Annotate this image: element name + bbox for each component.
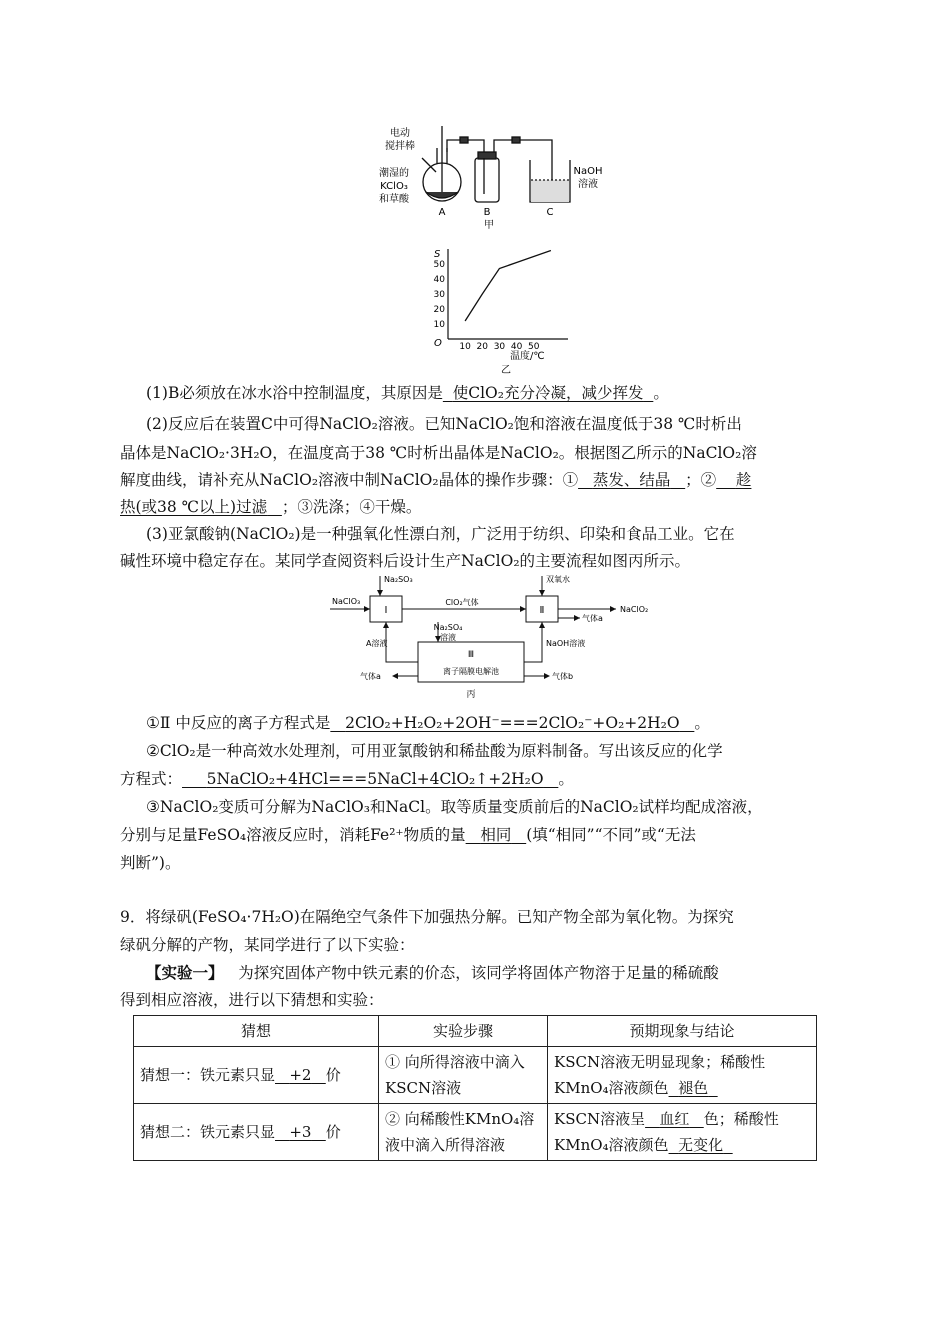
experiment-title: 【实验一】 bbox=[146, 963, 224, 982]
flow-output: NaClO₂ bbox=[620, 605, 649, 614]
flow-na2so4-2: 溶液 bbox=[440, 633, 456, 642]
y-axis-label: S bbox=[434, 249, 441, 260]
motor-label-2: 搅拌棒 bbox=[385, 141, 415, 152]
row2-step: ② 向稀酸性KMnO₄溶液中滴入所得溶液 bbox=[379, 1104, 548, 1161]
flow-gas-b: 气体b bbox=[552, 672, 574, 681]
table-header-row bbox=[134, 1016, 817, 1047]
naoh-label-2: 溶液 bbox=[578, 179, 598, 190]
question-3-line-2: 碱性环境中稳定存在。某同学查阅资料后设计生产NaClO₂的主要流程如图丙所示。 bbox=[120, 552, 691, 570]
question-9-line-4: 得到相应溶液，进行以下猜想和实验： bbox=[120, 991, 384, 1009]
question-9-line-3: 【实验一】 为探究固体产物中铁元素的价态，该同学将固体产物溶于足量的稀硫酸 bbox=[146, 963, 719, 982]
flow-box2-label: Ⅱ bbox=[539, 605, 545, 616]
row1-guess: 猜想一：铁元素只显 +2 价 bbox=[134, 1047, 379, 1104]
question-2-line-2: 晶体是NaClO₂·3H₂O，在温度高于38 ℃时析出晶体是NaClO₂。根据图乙所示的NaClO₂溶 bbox=[120, 444, 757, 462]
q3-iii-answer: 相同 bbox=[480, 826, 512, 844]
row2-result: KSCN溶液呈 血红 色；稀酸性KMnO₄溶液颜色 无变化 bbox=[548, 1104, 817, 1161]
question-2-line-3: 解度曲线，请补充从NaClO₂溶液中制NaClO₂晶体的操作步骤：① 蒸发、结晶 ；② 趁 bbox=[120, 471, 752, 489]
row1-step: ① 向所得溶液中滴入KSCN溶液 bbox=[379, 1047, 548, 1104]
q1-text: (1)B必须放在冰水浴中控制温度，其原因是 bbox=[146, 384, 443, 402]
label-c: C bbox=[546, 207, 554, 218]
experiment-table bbox=[133, 1015, 817, 1161]
reagent-label-2: KClO₃ bbox=[380, 181, 408, 192]
origin-label: O bbox=[434, 338, 442, 349]
x-tick-label: 40 bbox=[510, 342, 523, 352]
beaker-c bbox=[530, 160, 570, 202]
box-3 bbox=[418, 642, 524, 682]
question-3-i: ①Ⅱ 中反应的离子方程式是 2ClO₂+H₂O₂+2OH⁻===2ClO₂⁻+O₂+2H₂O 。 bbox=[146, 714, 710, 732]
header-result: 预期现象与结论 bbox=[548, 1016, 817, 1047]
x-tick-label: 20 bbox=[476, 342, 489, 352]
flow-na2so3: Na₂SO₃ bbox=[384, 575, 413, 584]
row2-guess: 猜想二：铁元素只显 +3 价 bbox=[134, 1104, 379, 1161]
flow-diagram bbox=[330, 568, 690, 700]
label-b: B bbox=[483, 207, 491, 218]
flow-clo2: ClO₂气体 bbox=[445, 598, 479, 607]
x-tick-label: 10 bbox=[459, 342, 471, 352]
q3-ii-answer: 5NaClO₂+4HCl===5NaCl+4ClO₂↑+2H₂O bbox=[206, 770, 544, 788]
table-row bbox=[134, 1047, 817, 1104]
q2-answer-1: 蒸发、结晶 bbox=[592, 471, 671, 489]
question-9-line-2: 绿矾分解的产物，某同学进行了以下实验： bbox=[120, 936, 415, 954]
flow-na2so4-1: Na₂SO₄ bbox=[433, 623, 463, 632]
table-row bbox=[134, 1104, 817, 1161]
q2-answer-2b: 热(或38 ℃以上)过滤 bbox=[120, 498, 268, 516]
flow-gas-a: 气体a bbox=[360, 672, 381, 681]
flow-a-solution: A溶液 bbox=[366, 639, 388, 648]
flow-h2o2: 双氧水 bbox=[546, 575, 570, 584]
y-tick-label: 30 bbox=[433, 290, 445, 300]
q3-i-answer: 2ClO₂+H₂O₂+2OH⁻===2ClO₂⁻+O₂+2H₂O bbox=[345, 714, 680, 732]
q2-answer-2a: 趁 bbox=[735, 471, 752, 489]
question-3-iii-line-3: 判断”)。 bbox=[120, 854, 181, 872]
question-2-line-1: (2)反应后在装置C中可得NaClO₂溶液。已知NaClO₂饱和溶液在温度低于38 ℃时析出 bbox=[146, 415, 742, 433]
question-2-line-4: 热(或38 ℃以上)过滤 ；③洗涤；④干燥。 bbox=[120, 498, 422, 516]
y-tick-label: 50 bbox=[433, 260, 445, 270]
q1-answer: 使ClO₂充分冷凝，减少挥发 bbox=[452, 384, 644, 402]
figure-caption-jia: 甲 bbox=[484, 220, 494, 230]
question-3-ii-line-1: ②ClO₂是一种高效水处理剂，可用亚氯酸钠和稀盐酸为原料制备。写出该反应的化学 bbox=[146, 742, 723, 760]
question-1: (1)B必须放在冰水浴中控制温度，其原因是 使ClO₂充分冷凝，减少挥发 。 bbox=[146, 384, 669, 402]
naoh-label-1: NaOH bbox=[573, 166, 603, 177]
question-3-iii-line-2: 分别与足量FeSO₄溶液反应时，消耗Fe²⁺物质的量 相同 (填“相同”“不同”或“无法 bbox=[120, 826, 696, 844]
x-tick-label: 30 bbox=[493, 342, 506, 352]
reagent-label-1: 潮湿的 bbox=[379, 168, 409, 179]
flow-naoh-solution: NaOH溶液 bbox=[546, 639, 586, 648]
y-tick-label: 10 bbox=[433, 320, 445, 330]
question-9-line-1: 9．将绿矾(FeSO₄·7H₂O)在隔绝空气条件下加强热分解。已知产物全部为氧化物。为探究 bbox=[120, 908, 734, 926]
flask-a bbox=[422, 126, 461, 201]
label-a: A bbox=[438, 207, 446, 218]
y-tick-label: 40 bbox=[433, 275, 445, 285]
figure-caption-bing: 丙 bbox=[466, 690, 476, 700]
question-3-ii-line-2: 方程式： 5NaClO₂+4HCl===5NaCl+4ClO₂↑+2H₂O 。 bbox=[120, 770, 574, 788]
header-steps: 实验步骤 bbox=[379, 1016, 548, 1047]
row1-result: KSCN溶液无明显现象；稀酸性KMnO₄溶液颜色 褪色 bbox=[548, 1047, 817, 1104]
solubility-chart bbox=[418, 243, 588, 375]
reagent-label-3: 和草酸 bbox=[379, 194, 409, 205]
flow-box3-label: Ⅲ bbox=[467, 650, 475, 660]
motor-label-1: 电动 bbox=[390, 128, 410, 139]
apparatus-figure bbox=[362, 118, 612, 230]
question-3-iii-line-1: ③NaClO₂变质可分解为NaClO₃和NaCl。取等质量变质前后的NaClO₂试样均配成溶液， bbox=[146, 798, 763, 816]
flow-input: NaClO₃ bbox=[332, 597, 361, 606]
figure-caption-yi: 乙 bbox=[501, 365, 511, 375]
flow-gas-a-top: 气体a bbox=[582, 614, 603, 623]
bottle-b bbox=[475, 152, 499, 202]
x-axis-label: 温度/℃ bbox=[510, 351, 545, 362]
y-tick-label: 20 bbox=[433, 305, 445, 315]
x-tick-label: 50 bbox=[527, 342, 540, 352]
flow-box3-name: 离子隔膜电解池 bbox=[443, 667, 499, 676]
header-guess: 猜想 bbox=[134, 1016, 379, 1047]
question-3-line-1: (3)亚氯酸钠(NaClO₂)是一种强氧化性漂白剂，广泛用于纺织、印染和食品工业。它在 bbox=[146, 525, 735, 543]
flow-box1-label: Ⅰ bbox=[384, 605, 388, 616]
solubility-curve bbox=[465, 251, 551, 322]
